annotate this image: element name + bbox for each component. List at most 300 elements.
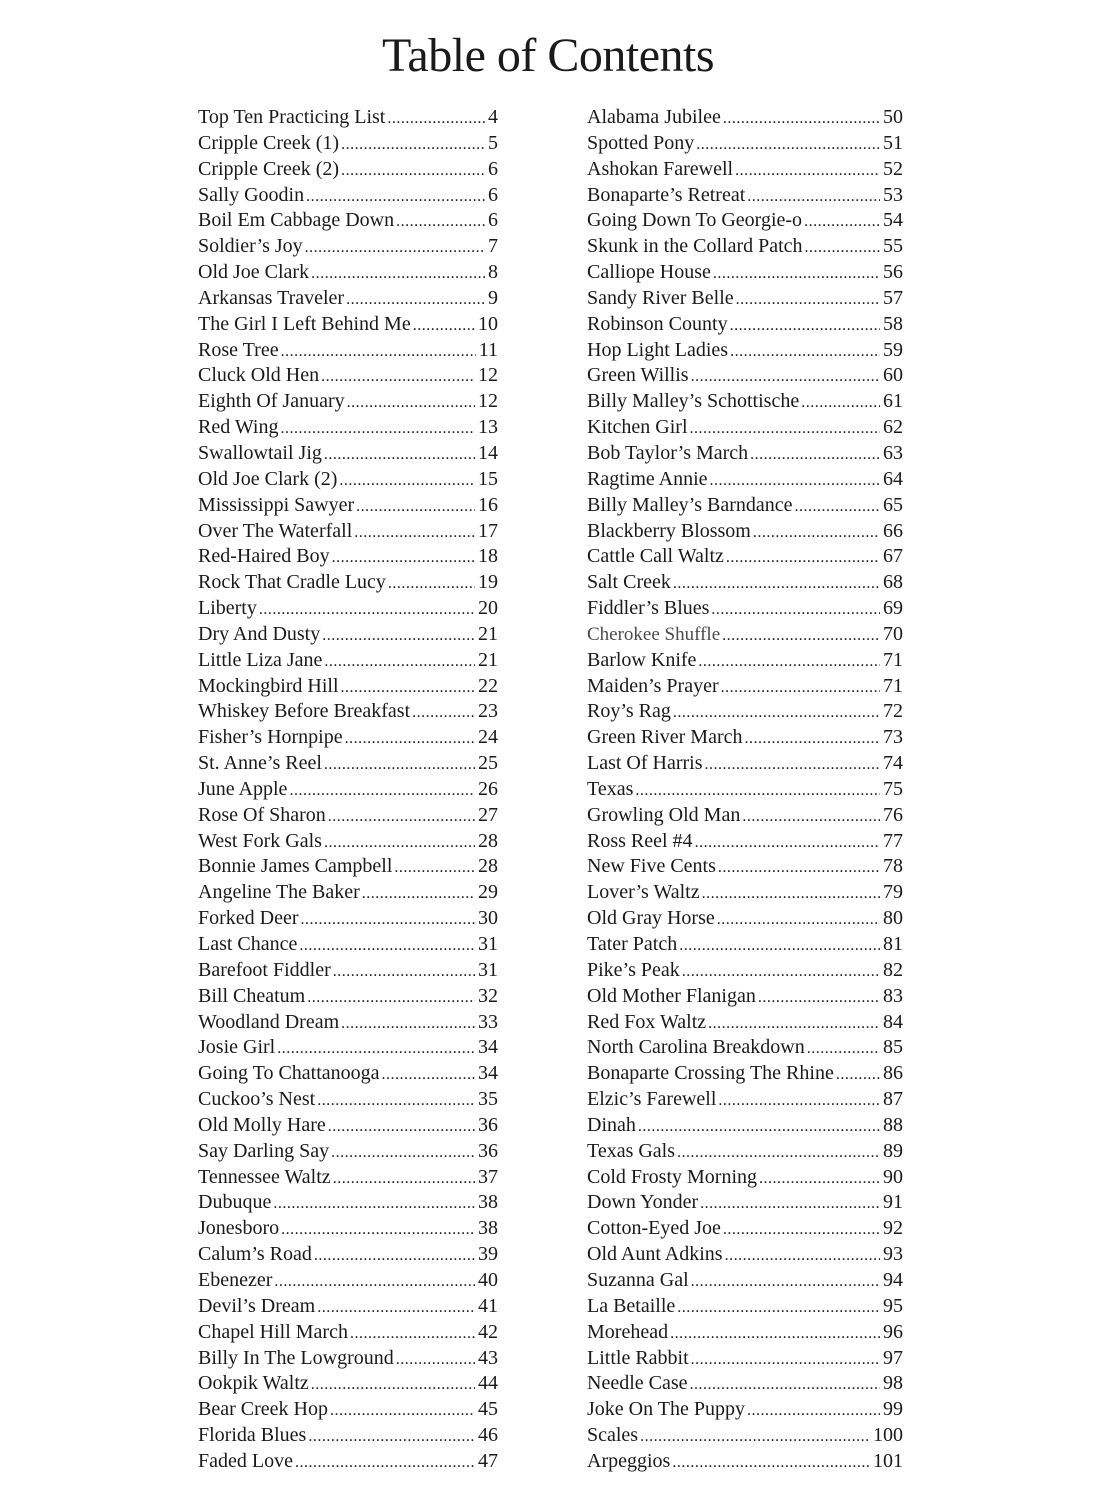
toc-entry-page: 86 [883, 1062, 903, 1085]
toc-entry[interactable] [198, 1449, 498, 1475]
toc-entry[interactable] [587, 777, 903, 803]
dot-leader [307, 985, 475, 1010]
toc-entry-page: 15 [478, 467, 498, 490]
toc-entry[interactable] [198, 1010, 498, 1036]
toc-entry-page: 98 [883, 1372, 903, 1395]
toc-entry[interactable] [198, 596, 498, 622]
dot-leader [718, 1088, 880, 1113]
dot-leader [673, 571, 880, 596]
toc-entry-title: Hop Light Ladies [587, 338, 729, 361]
toc-entry-title: Red Fox Waltz [587, 1010, 707, 1033]
toc-entry[interactable] [198, 622, 498, 648]
toc-entry-page: 99 [883, 1398, 903, 1421]
dot-leader [691, 1269, 880, 1294]
toc-entry[interactable] [198, 1087, 498, 1113]
toc-entry[interactable] [198, 1216, 498, 1242]
toc-entry-page: 62 [883, 416, 903, 439]
page-title: Table of Contents [381, 29, 715, 82]
toc-entry[interactable] [198, 441, 498, 467]
dot-leader [677, 1295, 880, 1320]
toc-entry-page: 60 [883, 364, 903, 387]
toc-entry-title: Rock That Cradle Lucy [198, 571, 386, 594]
dot-leader [673, 700, 880, 725]
toc-entry[interactable] [198, 1346, 498, 1372]
dot-leader [332, 545, 475, 570]
toc-entry[interactable] [587, 389, 903, 415]
toc-entry[interactable] [587, 338, 903, 364]
toc-entry-title: Devil’s Dream [198, 1294, 316, 1317]
toc-entry[interactable] [198, 674, 498, 700]
toc-entry-page: 87 [883, 1088, 903, 1111]
toc-entry-title: Billy Malley’s Schottische [587, 390, 800, 413]
toc-entry[interactable] [198, 570, 498, 596]
toc-entry[interactable] [198, 984, 498, 1010]
toc-entry-title: Forked Deer [198, 907, 299, 930]
toc-entry-page: 82 [883, 958, 903, 981]
toc-entry[interactable] [587, 467, 903, 493]
dot-leader [301, 907, 475, 932]
toc-entry-title: Joke On The Puppy [587, 1398, 745, 1421]
toc-entry[interactable] [198, 234, 498, 260]
dot-leader [735, 158, 880, 183]
toc-entry-page: 52 [883, 157, 903, 180]
dot-leader [311, 1372, 475, 1397]
toc-entry-page: 36 [478, 1139, 498, 1162]
toc-entry[interactable] [587, 906, 903, 932]
toc-entry[interactable] [587, 984, 903, 1010]
toc-entry[interactable] [198, 1139, 498, 1165]
toc-entry-page: 56 [883, 261, 903, 284]
dot-leader [736, 287, 880, 312]
toc-entry-page: 31 [478, 933, 498, 955]
toc-entry-title: Dubuque [198, 1191, 272, 1214]
toc-entry-page: 24 [478, 726, 498, 749]
dot-leader [747, 1398, 880, 1423]
toc-entry[interactable] [587, 1061, 903, 1087]
dot-leader [723, 106, 880, 131]
toc-entry[interactable] [198, 648, 498, 674]
dot-leader [711, 597, 880, 622]
toc-entry[interactable] [587, 415, 903, 441]
dot-leader [713, 261, 880, 286]
toc-entry-title: Growling Old Man [587, 803, 741, 826]
toc-entry[interactable] [198, 363, 498, 389]
toc-entry-title: Barlow Knife [587, 648, 697, 671]
toc-entry[interactable] [198, 1061, 498, 1087]
toc-entry[interactable] [587, 1320, 903, 1346]
toc-entry-title: Top Ten Practicing List [198, 106, 386, 128]
toc-entry-title: Say Darling Say [198, 1139, 330, 1162]
toc-entry[interactable] [198, 725, 498, 751]
toc-entry-title: Red Wing [198, 416, 279, 439]
toc-entry[interactable] [587, 493, 903, 519]
toc-entry-title: Bear Creek Hop [198, 1398, 328, 1421]
toc-entry[interactable] [587, 622, 903, 648]
toc-entry[interactable] [587, 544, 903, 570]
toc-entry[interactable] [198, 467, 498, 493]
toc-entry-page: 95 [883, 1294, 903, 1317]
toc-entry-page: 81 [883, 933, 903, 955]
toc-entry-page: 90 [883, 1165, 903, 1188]
toc-entry-title: Bob Taylor’s March [587, 441, 749, 464]
dot-leader [702, 881, 880, 906]
toc-entry-page: 58 [883, 312, 903, 335]
toc-entry[interactable] [198, 932, 498, 958]
dot-leader [330, 1398, 475, 1423]
toc-entry[interactable] [587, 751, 903, 777]
toc-entry-title: Old Molly Hare [198, 1113, 326, 1136]
toc-entry-title: New Five Cents [587, 855, 716, 878]
toc-entry[interactable] [587, 1346, 903, 1372]
dot-leader [753, 520, 880, 545]
toc-entry[interactable] [198, 777, 498, 803]
toc-entry-title: Swallowtail Jig [198, 441, 322, 464]
toc-entry-page: 96 [883, 1320, 903, 1343]
toc-entry-title: Florida Blues [198, 1424, 307, 1447]
dot-leader [804, 209, 880, 234]
toc-entry-page: 91 [883, 1191, 903, 1214]
toc-entry[interactable] [587, 1268, 903, 1294]
toc-entry[interactable] [198, 105, 498, 131]
dot-leader [682, 959, 880, 984]
toc-entry-page: 6 [488, 157, 498, 180]
toc-entry-title: Sandy River Belle [587, 286, 734, 309]
toc-entry-title: St. Anne’s Reel [198, 752, 322, 775]
dot-leader [679, 933, 880, 958]
toc-entry[interactable] [587, 1113, 903, 1139]
toc-entry-title: Old Aunt Adkins [587, 1243, 723, 1266]
dot-leader [394, 855, 475, 880]
toc-entry[interactable] [587, 1165, 903, 1191]
toc-entry-page: 61 [883, 390, 903, 413]
toc-entry-title: Ebenezer [198, 1268, 273, 1291]
toc-entry[interactable] [198, 519, 498, 545]
toc-entry-page: 64 [883, 467, 903, 490]
toc-entry-page: 77 [883, 829, 903, 852]
toc-entry-page: 28 [478, 855, 498, 878]
toc-entry-page: 21 [478, 648, 498, 671]
toc-entry-title: Boil Em Cabbage Down [198, 209, 395, 232]
toc-entry-page: 38 [478, 1191, 498, 1214]
toc-entry[interactable] [587, 1371, 903, 1397]
toc-entry[interactable] [587, 441, 903, 467]
toc-entry[interactable] [587, 1294, 903, 1320]
toc-entry[interactable] [198, 751, 498, 777]
toc-entry-page: 14 [478, 441, 498, 464]
toc-entry-title: Angeline The Baker [198, 881, 360, 904]
toc-entry-page: 19 [478, 571, 498, 594]
toc-entry[interactable] [587, 829, 903, 855]
dot-leader [635, 778, 880, 803]
toc-entry[interactable] [198, 1113, 498, 1139]
dot-leader [730, 313, 880, 338]
dot-leader [346, 287, 485, 312]
toc-entry[interactable] [198, 493, 498, 519]
toc-entry-title: Bill Cheatum [198, 984, 306, 1007]
toc-entry-title: Calum’s Road [198, 1243, 312, 1266]
toc-entry-title: Cripple Creek (1) [198, 131, 340, 154]
toc-entry[interactable] [198, 1165, 498, 1191]
toc-entry[interactable] [587, 1423, 903, 1449]
dot-leader [722, 623, 880, 648]
toc-entry[interactable] [198, 1035, 498, 1061]
toc-entry[interactable] [198, 157, 498, 183]
toc-entry[interactable] [198, 1242, 498, 1268]
toc-entry[interactable] [587, 234, 903, 260]
toc-entry[interactable] [587, 725, 903, 751]
toc-entry[interactable] [587, 1139, 903, 1165]
toc-entry-title: Scales [587, 1424, 639, 1447]
toc-entry-page: 23 [478, 700, 498, 723]
toc-entry-title: Tennessee Waltz [198, 1165, 331, 1188]
dot-leader [317, 1088, 475, 1113]
toc-entry[interactable] [587, 363, 903, 389]
toc-entry[interactable] [198, 854, 498, 880]
dot-leader [690, 1372, 880, 1397]
toc-entry[interactable] [587, 596, 903, 622]
dot-leader [295, 1450, 475, 1475]
toc-entry-page: 35 [478, 1088, 498, 1111]
dot-leader [710, 468, 880, 493]
dot-leader [322, 623, 475, 648]
toc-entry-title: Old Joe Clark [198, 261, 310, 284]
toc-entry-page: 53 [883, 183, 903, 206]
toc-entry-title: Suzanna Gal [587, 1268, 689, 1291]
toc-entry[interactable] [587, 958, 903, 984]
toc-entry-page: 26 [478, 777, 498, 800]
dot-leader [670, 1321, 880, 1346]
toc-entry-page: 28 [478, 829, 498, 852]
toc-entry[interactable] [587, 286, 903, 312]
dot-leader [691, 364, 880, 389]
toc-entry-page: 54 [883, 209, 903, 232]
dot-leader [691, 1347, 880, 1372]
toc-entry[interactable] [587, 1190, 903, 1216]
toc-entry-title: Green River March [587, 726, 743, 749]
toc-entry[interactable] [198, 415, 498, 441]
toc-entry-title: Old Gray Horse [587, 907, 715, 930]
toc-entry-title: Old Mother Flanigan [587, 984, 756, 1007]
toc-entry-page: 71 [883, 674, 903, 697]
toc-entry[interactable] [198, 544, 498, 570]
toc-entry-title: Whiskey Before Breakfast [198, 700, 411, 723]
dot-leader [805, 235, 880, 260]
toc-entry-title: West Fork Gals [198, 829, 322, 852]
toc-entry-title: Cotton-Eyed Joe [587, 1217, 721, 1240]
toc-entry-title: Rose Tree [198, 338, 279, 361]
toc-entry-page: 67 [883, 545, 903, 568]
toc-entry-title: June Apple [198, 777, 288, 800]
dot-leader [640, 1424, 870, 1449]
dot-leader [341, 158, 485, 183]
toc-entry[interactable] [198, 1371, 498, 1397]
toc-entry-page: 85 [883, 1036, 903, 1059]
toc-entry[interactable] [587, 648, 903, 674]
toc-entry-title: Texas Gals [587, 1139, 676, 1162]
toc-entry[interactable] [198, 906, 498, 932]
toc-entry[interactable] [198, 1294, 498, 1320]
dot-leader [718, 855, 880, 880]
toc-entry[interactable] [198, 183, 498, 209]
toc-entry-page: 33 [478, 1010, 498, 1033]
toc-entry[interactable] [198, 338, 498, 364]
toc-entry[interactable] [198, 1423, 498, 1449]
toc-entry-title: The Girl I Left Behind Me [198, 312, 411, 335]
toc-entry-page: 36 [478, 1113, 498, 1136]
dot-leader [807, 1036, 880, 1061]
dot-leader [324, 752, 475, 777]
toc-entry[interactable] [587, 157, 903, 183]
toc-entry-title: Dry And Dusty [198, 622, 321, 645]
dot-leader [677, 1140, 880, 1165]
dot-leader [396, 1347, 475, 1372]
dot-leader [281, 339, 476, 364]
toc-entry[interactable] [587, 312, 903, 338]
dot-leader [387, 106, 485, 131]
dot-leader [324, 830, 475, 855]
toc-entry-page: 27 [478, 803, 498, 826]
toc-entry[interactable] [587, 1449, 903, 1475]
toc-entry-title: Green Willis [587, 364, 689, 387]
toc-entry-title: Last Of Harris [587, 752, 703, 775]
toc-entry[interactable] [587, 1397, 903, 1423]
toc-entry-page: 84 [883, 1010, 903, 1033]
toc-entry[interactable] [587, 1216, 903, 1242]
toc-entry-title: Red-Haired Boy [198, 545, 330, 568]
toc-entry[interactable] [587, 854, 903, 880]
toc-entry-title: Alabama Jubilee [587, 106, 721, 128]
toc-entry-title: Cluck Old Hen [198, 364, 320, 387]
toc-entry-page: 75 [883, 777, 903, 800]
toc-entry[interactable] [198, 286, 498, 312]
toc-entry[interactable] [198, 389, 498, 415]
toc-entry-page: 68 [883, 571, 903, 594]
dot-leader [758, 985, 880, 1010]
toc-entry-title: Ashokan Farewell [587, 157, 734, 180]
toc-entry[interactable] [587, 1035, 903, 1061]
toc-entry[interactable] [198, 958, 498, 984]
toc-entry[interactable] [198, 260, 498, 286]
toc-entry-page: 4 [488, 106, 498, 128]
toc-entry[interactable] [198, 699, 498, 725]
toc-entry[interactable] [198, 1190, 498, 1216]
dot-leader [308, 1424, 475, 1449]
toc-entry[interactable] [198, 1268, 498, 1294]
toc-entry-title: Needle Case [587, 1372, 688, 1395]
toc-entry[interactable] [198, 803, 498, 829]
toc-entry-title: Billy Malley’s Barndance [587, 493, 793, 516]
toc-entry-page: 97 [883, 1346, 903, 1369]
toc-entry-page: 46 [478, 1424, 498, 1447]
dot-leader [356, 494, 475, 519]
toc-entry[interactable] [587, 131, 903, 157]
toc-entry-page: 25 [478, 752, 498, 775]
toc-entry[interactable] [587, 260, 903, 286]
dot-leader [333, 959, 475, 984]
toc-entry-page: 57 [883, 286, 903, 309]
toc-entry[interactable] [198, 1320, 498, 1346]
toc-entry-title: Lover’s Waltz [587, 881, 700, 904]
toc-entry-title: Mississippi Sawyer [198, 493, 355, 516]
toc-entry-title: Ragtime Annie [587, 467, 708, 490]
toc-entry[interactable] [587, 1010, 903, 1036]
toc-entry[interactable] [198, 1397, 498, 1423]
toc-entry[interactable] [587, 803, 903, 829]
toc-entry-title: Ross Reel #4 [587, 829, 693, 852]
toc-entry[interactable] [198, 208, 498, 234]
dot-leader [281, 416, 476, 441]
toc-entry-page: 55 [883, 235, 903, 258]
dot-leader [638, 1114, 880, 1139]
toc-entry-title: Tater Patch [587, 933, 678, 955]
toc-entry[interactable] [587, 105, 903, 131]
toc-entry[interactable] [198, 829, 498, 855]
toc-entry-page: 43 [478, 1346, 498, 1369]
toc-entry-page: 20 [478, 597, 498, 620]
toc-left-column [198, 105, 498, 1475]
toc-entry-title: Robinson County [587, 312, 728, 335]
toc-entry[interactable] [587, 208, 903, 234]
dot-leader [672, 1450, 870, 1475]
toc-entry-page: 30 [478, 907, 498, 930]
dot-leader [382, 1062, 475, 1087]
toc-entry-title: Kitchen Girl [587, 416, 688, 439]
toc-entry-title: Over The Waterfall [198, 519, 353, 542]
toc-entry[interactable] [587, 570, 903, 596]
toc-entry[interactable] [587, 699, 903, 725]
toc-entry[interactable] [587, 674, 903, 700]
toc-entry-title: Going Down To Georgie-o [587, 209, 803, 232]
toc-entry-title: Chapel Hill March [198, 1320, 348, 1343]
toc-entry[interactable] [198, 880, 498, 906]
toc-entry[interactable] [587, 1242, 903, 1268]
toc-entry-title: Blackberry Blossom [587, 519, 751, 542]
toc-entry-title: Roy’s Rag [587, 700, 671, 723]
toc-entry-page: 70 [883, 622, 903, 645]
toc-entry-page: 34 [478, 1036, 498, 1059]
toc-entry-page: 83 [883, 984, 903, 1007]
toc-entry[interactable] [587, 932, 903, 958]
toc-entry-page: 32 [478, 984, 498, 1007]
toc-entry-page: 71 [883, 648, 903, 671]
toc-entry-page: 72 [883, 700, 903, 723]
toc-entry-title: Skunk in the Collard Patch [587, 235, 803, 258]
toc-entry[interactable] [587, 183, 903, 209]
toc-entry-title: Old Joe Clark (2) [198, 467, 338, 490]
toc-entry-page: 73 [883, 726, 903, 749]
dot-leader [306, 184, 485, 209]
toc-entry[interactable] [587, 880, 903, 906]
dot-leader [725, 1243, 880, 1268]
toc-entry-page: 6 [488, 209, 498, 232]
toc-entry-page: 41 [478, 1294, 498, 1317]
toc-entry-title: Going To Chattanooga [198, 1062, 380, 1085]
toc-entry[interactable] [587, 1087, 903, 1113]
toc-entry-page: 89 [883, 1139, 903, 1162]
toc-entry[interactable] [587, 519, 903, 545]
dot-leader [759, 1166, 880, 1191]
toc-entry-title: Sally Goodin [198, 183, 305, 206]
dot-leader [742, 804, 880, 829]
toc-entry-title: Barefoot Fiddler [198, 958, 331, 981]
toc-entry-title: Josie Girl [198, 1036, 276, 1059]
toc-entry-page: 92 [883, 1217, 903, 1240]
toc-entry-title: Jonesboro [198, 1217, 280, 1240]
dot-leader [695, 830, 880, 855]
dot-leader [801, 390, 880, 415]
toc-entry[interactable] [198, 131, 498, 157]
toc-entry[interactable] [198, 312, 498, 338]
